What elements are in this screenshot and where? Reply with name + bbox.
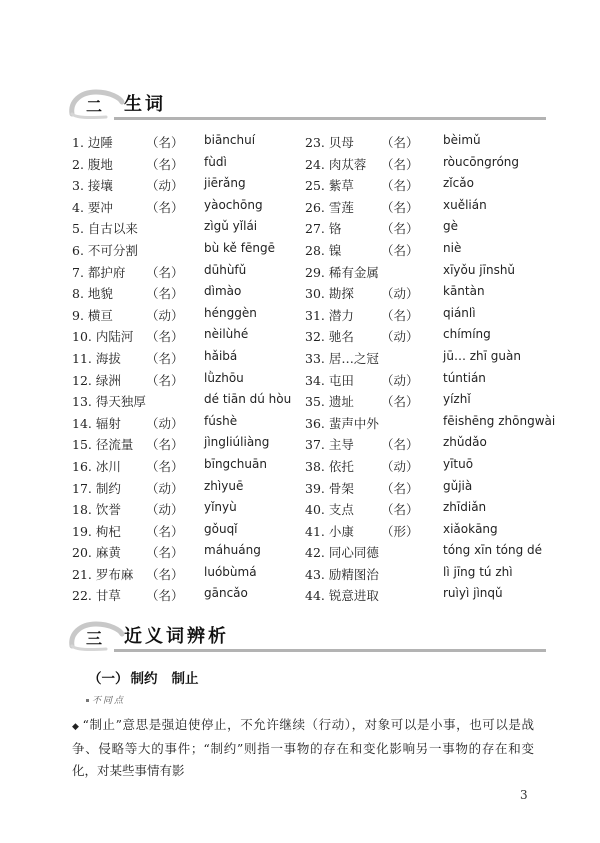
vocab-pinyin: biānchuí [204,133,256,147]
vocab-pos: （动） [146,307,184,323]
vocab-word: 8. 地貌 [72,286,113,302]
vocab-pinyin: xiǎokāng [443,521,498,536]
vocab-pinyin: bù kě fēngē [204,240,275,255]
vocab-row [0,349,600,371]
vocab-row [0,543,600,565]
vocab-pinyin: fúshè [204,413,238,428]
vocab-word: 33. 居…之冠 [305,350,379,366]
vocab-word: 30. 勘探 [305,286,354,302]
vocab-row [0,327,600,349]
vocab-pos: （名） [146,329,184,345]
vocab-pinyin: yǐnyù [204,500,237,515]
vocab-pos: （名） [146,286,184,302]
vocab-word: 12. 绿洲 [72,372,121,388]
vocab-pos: （名） [381,502,419,518]
vocab-word: 36. 蜚声中外 [305,415,379,431]
vocab-pos: （动） [381,329,419,345]
subsection-word-1: 制约 [130,671,158,687]
vocab-pos: （名） [146,588,184,604]
vocab-word: 24. 肉苁蓉 [305,156,367,172]
vocab-row [0,198,600,220]
vocab-pinyin: gǒuqǐ [204,521,238,536]
vocab-pos: （名） [381,242,419,258]
vocab-pinyin: máhuáng [204,543,261,558]
vocab-word: 41. 小康 [305,523,354,539]
vocab-pos: （名） [146,566,184,582]
subsection-heading [88,667,199,687]
vocab-row [0,435,600,457]
vocab-word: 13. 得天独厚 [72,394,146,410]
vocab-word: 2. 腹地 [72,156,113,172]
differences-badge [86,693,138,707]
vocab-pos: （名） [146,350,184,366]
diamond-bullet-icon: ◆ [72,722,80,732]
vocab-word: 22. 甘草 [72,588,121,604]
page-number: 3 [520,788,528,802]
vocab-pos: （名） [381,156,419,172]
vocab-word: 34. 屯田 [305,372,354,388]
vocab-pos: （动） [146,480,184,496]
section-banner-synonyms [66,620,546,652]
vocab-word: 43. 励精图治 [305,566,379,582]
vocab-pinyin: ruìyì jìnqǔ [443,586,503,601]
vocab-pinyin: yītuō [443,456,474,471]
vocab-pos: （名） [146,135,184,150]
vocab-word: 3. 接壤 [72,178,113,194]
vocab-row [0,414,600,436]
vocab-pos: （动） [381,372,419,388]
vocab-word: 16. 冰川 [72,458,121,474]
vocab-word: 17. 制约 [72,480,121,496]
vocab-pos: （名） [146,458,184,474]
vocab-pos: （名） [381,480,419,496]
vocab-pinyin: hénggèn [204,305,257,320]
vocab-pinyin: gāncǎo [204,586,248,601]
badge-dot-icon [86,699,89,702]
vocab-pos: （动） [146,178,184,194]
vocab-word: 38. 依托 [305,458,354,474]
vocab-word: 23. 贝母 [305,135,354,150]
vocab-pos: （名） [146,264,184,280]
vocab-pinyin: dìmào [204,284,242,299]
vocab-pos: （名） [146,199,184,215]
vocab-word: 26. 雪莲 [305,199,354,215]
vocab-pinyin: xīyǒu jīnshǔ [443,262,516,277]
vocab-row [0,284,600,306]
paragraph-text: “制止”意思是强迫使停止，不允许继续（行动），对象可以是小事，也可以是战争、侵略等大的事件；“制约”则指一事物的存在和变化影响另一事物的存在和变化，对某些事情有影 [72,717,534,778]
vocab-pinyin: zǐcǎo [443,176,474,191]
vocab-word: 40. 支点 [305,502,354,518]
vocab-row [0,565,600,587]
explanation-paragraph [72,714,534,782]
vocab-row [0,263,600,285]
section-number: 三 [86,629,103,648]
vocab-word: 28. 镍 [305,242,342,258]
vocab-row [0,241,600,263]
vocab-pinyin: túntián [443,370,486,385]
vocab-pinyin: niè [443,240,462,255]
vocab-row [0,219,600,241]
vocab-row [0,176,600,198]
vocab-word: 35. 遗址 [305,394,354,410]
vocab-pinyin: lǜzhōu [204,370,244,385]
vocab-row [0,371,600,393]
vocab-pinyin: qiánlì [443,305,476,320]
vocab-pinyin: gè [443,219,458,234]
vocab-word: 5. 自古以来 [72,221,138,237]
vocab-word: 32. 驰名 [305,329,354,345]
vocab-row [0,306,600,328]
vocab-row [0,457,600,479]
vocab-pinyin: jū… zhī guàn [443,348,521,363]
vocab-pinyin: yàochōng [204,197,263,212]
vocab-word: 37. 主导 [305,437,354,453]
vocab-row [0,155,600,177]
vocab-pinyin: zìgǔ yǐlái [204,219,258,234]
vocab-pinyin: hǎibá [204,348,238,363]
vocab-pos: （名） [381,394,419,410]
vocab-pos: （名） [146,523,184,539]
vocab-pinyin: tóng xīn tóng dé [443,543,543,558]
vocab-pinyin: chímíng [443,327,491,342]
vocab-pos: （动） [381,458,419,474]
vocab-word: 44. 锐意进取 [305,588,379,604]
vocab-row [0,586,600,608]
banner-rule [114,649,546,652]
vocab-pos: （动） [146,502,184,518]
vocab-word: 29. 稀有金属 [305,264,379,280]
vocab-row [0,392,600,414]
vocab-pos: （形） [381,523,419,539]
vocab-pinyin: kāntàn [443,284,485,299]
badge-text: 不同点 [92,696,126,706]
vocab-word: 6. 不可分割 [72,242,138,258]
vocab-word: 14. 辐射 [72,415,121,431]
vocab-pos: （名） [381,221,419,237]
vocab-pinyin: zhìyuē [204,478,244,493]
vocab-pinyin: nèilùhé [204,327,249,342]
vocab-word: 31. 潜力 [305,307,354,323]
vocab-word: 39. 骨架 [305,480,354,496]
vocab-word: 42. 同心同德 [305,545,379,561]
vocab-row [0,522,600,544]
vocab-pinyin: dé tiān dú hòu [204,392,292,407]
section-title: 生词 [124,94,166,115]
vocab-row [0,479,600,501]
vocab-pos: （动） [381,286,419,302]
vocab-word: 21. 罗布麻 [72,566,134,582]
vocab-pinyin: dūhùfǔ [204,262,247,277]
vocab-pinyin: bīngchuān [204,456,267,471]
vocab-word: 1. 边陲 [72,135,113,150]
vocab-word: 18. 饮誉 [72,502,121,518]
vocab-pinyin: ròucōngróng [443,154,520,169]
vocab-pos: （名） [146,156,184,172]
vocab-word: 25. 紫草 [305,178,354,194]
vocab-word: 15. 径流量 [72,437,134,453]
vocab-pos: （名） [381,437,419,453]
vocab-pinyin: zhǔdǎo [443,435,487,450]
vocab-pinyin: fùdì [204,154,227,169]
banner-rule [114,117,546,120]
vocab-pos: （名） [146,545,184,561]
vocab-pinyin: lì jīng tú zhì [443,564,513,579]
vocab-pinyin: zhīdiǎn [443,500,487,515]
vocab-row [0,500,600,522]
vocab-word: 19. 枸杞 [72,523,121,539]
vocab-pos: （名） [381,307,419,323]
section-banner-vocab [66,88,546,120]
vocab-pinyin: fēishēng zhōngwài [443,413,556,428]
section-number: 二 [86,97,103,116]
vocab-pos: （名） [381,199,419,215]
vocab-pinyin: jìngliúliàng [204,435,270,450]
vocab-pos: （动） [146,415,184,431]
vocab-pinyin: luóbùmá [204,564,257,579]
vocab-pinyin: jiērǎng [204,176,246,191]
vocab-row [0,133,600,155]
vocab-word: 10. 内陆河 [72,329,134,345]
vocab-pinyin: yízhǐ [443,392,471,407]
section-title: 近义词辨析 [124,626,229,647]
subsection-label: （一） [88,671,129,687]
vocab-word: 20. 麻黄 [72,545,121,561]
vocab-pinyin: gǔjià [443,478,473,493]
vocab-word: 4. 要冲 [72,199,113,215]
vocab-pos: （名） [146,372,184,388]
vocab-pos: （名） [381,135,419,150]
vocabulary-table [0,133,600,608]
subsection-word-2: 制止 [171,671,199,687]
vocab-pinyin: bèimǔ [443,133,481,147]
vocab-word: 27. 铬 [305,221,342,237]
vocab-word: 11. 海拔 [72,350,121,366]
vocab-pos: （名） [146,437,184,453]
vocab-word: 7. 都护府 [72,264,126,280]
vocab-pos: （名） [381,178,419,194]
vocab-word: 9. 横亘 [72,307,113,323]
vocab-pinyin: xuělián [443,197,487,212]
